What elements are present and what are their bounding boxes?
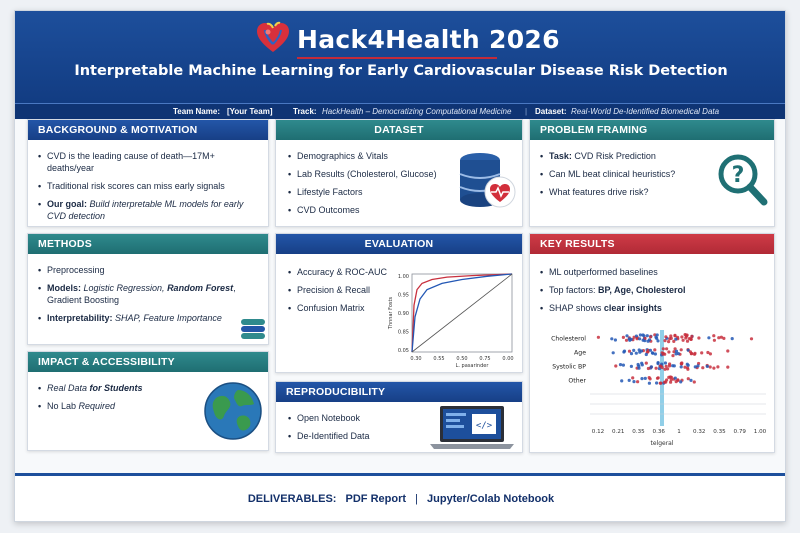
shap-point — [644, 377, 647, 380]
shap-feature-label: Age — [574, 349, 586, 357]
shap-point — [620, 379, 623, 382]
team-label: Team Name: — [173, 107, 220, 116]
shap-point — [671, 364, 674, 367]
problem-item: • Can ML beat clinical heuristics? — [540, 168, 700, 180]
shap-point — [628, 337, 631, 340]
shap-point — [680, 335, 683, 338]
shap-feature-label: Cholesterol — [551, 335, 586, 343]
dataset-panel — [275, 119, 523, 227]
shap-point — [669, 381, 672, 384]
dataset-item: • Lifestyle Factors — [288, 186, 458, 198]
shap-feature-label: Systolic BP — [552, 363, 586, 371]
shap-point — [673, 334, 676, 337]
results-item: • ML outperformed baselines — [540, 266, 766, 278]
impact-heading: IMPACT & ACCESSIBILITY — [28, 352, 268, 372]
shap-point — [716, 365, 719, 368]
results-panel — [529, 233, 775, 453]
shap-point — [650, 365, 653, 368]
shap-x-tick-label: 1.00 — [753, 429, 767, 435]
deliverables-bar — [15, 473, 786, 522]
track-value: HackHealth – Democratizing Computational Medicine — [322, 107, 512, 116]
magnifier-question-icon — [716, 152, 770, 208]
database-heart-icon — [456, 150, 518, 214]
shap-point — [750, 337, 753, 340]
shap-point — [648, 376, 651, 379]
svg-text:</>: </> — [475, 421, 493, 431]
shap-point — [712, 367, 715, 370]
shap-point — [665, 365, 668, 368]
shap-x-tick-label: 0.35 — [632, 429, 645, 435]
shap-point — [657, 361, 660, 364]
roc-curve-chart — [382, 270, 522, 370]
shap-point — [632, 380, 635, 383]
impact-item: • Real Data for Students — [38, 382, 198, 394]
shap-point — [687, 377, 690, 380]
shap-point — [645, 362, 648, 365]
shap-x-tick-label: 0.32 — [693, 429, 706, 435]
shap-point — [655, 367, 658, 370]
shap-point — [628, 379, 631, 382]
shap-point — [696, 364, 699, 367]
svg-text:?: ? — [731, 163, 745, 188]
problem-item: • Task: CVD Risk Prediction — [540, 150, 700, 162]
shap-point — [654, 352, 657, 355]
shap-point — [646, 334, 649, 337]
shap-point — [640, 362, 643, 365]
dataset-item: • Lab Results (Cholesterol, Glucose) — [288, 168, 458, 180]
dataset-value: Real-World De-Identified Biomedical Data — [571, 107, 720, 116]
shap-point — [693, 380, 696, 383]
shap-point — [637, 367, 640, 370]
evaluation-panel — [275, 233, 523, 373]
shap-point — [675, 352, 678, 355]
shap-point — [669, 334, 672, 337]
dataset-heading: DATASET — [276, 120, 522, 140]
roc-x-tick-label: 0.30 — [410, 356, 422, 362]
evaluation-item: • Precision & Recall — [288, 284, 398, 296]
roc-x-axis-label: L. pasarinder — [455, 363, 489, 369]
shap-point — [638, 348, 641, 351]
shap-point — [642, 339, 645, 342]
shap-point — [661, 353, 664, 356]
shap-point — [667, 340, 670, 343]
background-item: • Our goal: Build interpretable ML models for early CVD detection — [38, 198, 264, 222]
shap-point — [630, 365, 633, 368]
roc-x-tick-label: 0.00 — [502, 356, 514, 362]
shap-point — [656, 377, 659, 380]
roc-x-tick-label: 0.55 — [433, 356, 445, 362]
shap-point — [668, 362, 671, 365]
page-title: Hack4Health 2026 — [297, 25, 560, 54]
shap-point — [659, 382, 662, 385]
roc-y-tick-label: 0.05 — [397, 348, 409, 354]
laptop-code-icon — [424, 404, 520, 450]
shap-point — [689, 337, 692, 340]
reproducibility-heading: REPRODUCIBILITY — [276, 382, 522, 402]
shap-point — [672, 340, 675, 343]
roc-y-axis-label: Thnnar Fosts — [388, 296, 394, 330]
results-heading: KEY RESULTS — [530, 234, 774, 254]
shap-point — [654, 336, 657, 339]
shap-x-tick-label: 0.36 — [652, 429, 665, 435]
deliverables-label: DELIVERABLES: — [247, 493, 337, 505]
shap-point — [686, 334, 689, 337]
shap-point — [669, 375, 672, 378]
shap-point — [597, 336, 600, 339]
roc-y-tick-label: 1.00 — [397, 274, 409, 280]
shap-point — [671, 354, 674, 357]
background-item: • CVD is the leading cause of death—17M+ deaths/year — [38, 150, 264, 174]
shap-point — [630, 352, 633, 355]
roc-y-tick-label: 0.95 — [397, 292, 409, 299]
shap-point — [706, 365, 709, 368]
shap-point — [625, 334, 628, 337]
shap-point — [693, 352, 696, 355]
shap-point — [648, 338, 651, 341]
shap-point — [701, 366, 704, 369]
shap-point — [726, 349, 729, 352]
shap-point — [700, 351, 703, 354]
shap-point — [680, 365, 683, 368]
roc-x-tick-label: 0.50 — [456, 356, 468, 362]
shap-point — [614, 338, 617, 341]
shap-point — [683, 366, 686, 369]
shap-point — [625, 339, 628, 342]
header — [15, 11, 786, 103]
shap-point — [682, 339, 685, 342]
evaluation-item: • Accuracy & ROC-AUC — [288, 266, 398, 278]
shap-point — [676, 379, 679, 382]
shap-point — [655, 381, 658, 384]
shap-point — [680, 348, 683, 351]
shap-point — [686, 368, 689, 371]
deliverable-item: PDF Report — [345, 493, 407, 505]
shap-point — [665, 347, 668, 350]
shap-point — [648, 382, 651, 385]
shap-point — [646, 350, 649, 353]
shap-point — [697, 336, 700, 339]
shap-point — [622, 364, 625, 367]
shap-point — [619, 363, 622, 366]
shap-x-tick-label: 0.79 — [733, 429, 746, 435]
shap-point — [706, 351, 709, 354]
team-bar — [15, 103, 786, 119]
background-item: • Traditional risk scores can miss early signals — [38, 180, 264, 192]
shap-summary-chart — [534, 326, 772, 450]
methods-panel — [27, 233, 269, 345]
background-panel — [27, 119, 269, 227]
shap-x-tick-label: 0.21 — [612, 429, 625, 435]
impact-item: • No Lab Required — [38, 400, 198, 412]
deliverables-text — [15, 493, 786, 505]
methods-item: • Models: Logistic Regression, Random Forest, Gradient Boosting — [38, 282, 264, 306]
shap-point — [664, 335, 667, 338]
shap-point — [662, 347, 665, 350]
methods-item: • Interpretability: SHAP, Feature Importance — [38, 312, 264, 324]
shap-point — [610, 337, 613, 340]
reproducibility-panel — [275, 381, 523, 453]
globe-icon — [202, 380, 264, 442]
shap-point — [649, 335, 652, 338]
shap-x-axis-label: telgeral — [650, 440, 674, 447]
reproducibility-item: • De-Identified Data — [288, 430, 418, 442]
poster — [14, 10, 786, 522]
shap-point — [638, 337, 641, 340]
shap-point — [623, 350, 626, 353]
shap-point — [614, 364, 617, 367]
deliverables-separator: | — [415, 493, 418, 505]
shap-point — [636, 380, 639, 383]
page-subtitle: Interpretable Machine Learning for Early Cardiovascular Disease Risk Detection — [74, 63, 728, 79]
reproducibility-item: • Open Notebook — [288, 412, 418, 424]
shap-point — [663, 368, 666, 371]
problem-panel — [529, 119, 775, 227]
shap-point — [640, 377, 643, 380]
data-stack-icon — [240, 318, 266, 340]
team-value: [Your Team] — [227, 107, 273, 116]
shap-point — [664, 361, 667, 364]
background-heading: BACKGROUND & MOTIVATION — [28, 120, 268, 140]
shap-point — [667, 350, 670, 353]
shap-point — [679, 380, 682, 383]
roc-y-tick-label: 0.85 — [397, 329, 409, 336]
track-separator: | — [525, 107, 528, 116]
evaluation-item: • Confusion Matrix — [288, 302, 398, 314]
track-label: Track: — [293, 107, 317, 116]
shap-point — [659, 365, 662, 368]
shap-x-tick-label: 0.12 — [591, 429, 605, 435]
shap-point — [689, 379, 692, 382]
shap-point — [686, 363, 689, 366]
shap-point — [645, 353, 648, 356]
shap-point — [632, 349, 635, 352]
shap-point — [689, 350, 692, 353]
dataset-item: • CVD Outcomes — [288, 204, 458, 216]
roc-y-tick-label: 0.90 — [397, 311, 409, 317]
methods-heading: METHODS — [28, 234, 268, 254]
shap-point — [712, 334, 715, 337]
dataset-label: Dataset: — [535, 107, 567, 116]
shap-point — [717, 336, 720, 339]
impact-panel — [27, 351, 269, 451]
shap-point — [651, 351, 654, 354]
shap-point — [622, 336, 625, 339]
shap-point — [731, 337, 734, 340]
shap-point — [647, 367, 650, 370]
shap-point — [707, 336, 710, 339]
shap-x-tick-label: 0.35 — [713, 429, 726, 435]
title-underline — [297, 57, 497, 59]
problem-heading: PROBLEM FRAMING — [530, 120, 774, 140]
results-item: • SHAP shows clear insights — [540, 302, 766, 314]
deliverable-item: Jupyter/Colab Notebook — [427, 493, 555, 505]
shap-point — [612, 351, 615, 354]
shap-point — [635, 352, 638, 355]
shap-feature-label: Other — [568, 377, 586, 385]
shap-point — [631, 376, 634, 379]
shap-point — [713, 339, 716, 342]
shap-point — [680, 362, 683, 365]
shap-point — [653, 348, 656, 351]
shap-point — [686, 340, 689, 343]
shap-point — [726, 366, 729, 369]
results-item: • Top factors: BP, Age, Cholesterol — [540, 284, 766, 296]
shap-x-tick-label: 1 — [677, 429, 681, 435]
shap-point — [709, 365, 712, 368]
shap-point — [665, 378, 668, 381]
problem-item: • What features drive risk? — [540, 186, 700, 198]
methods-item: • Preprocessing — [38, 264, 264, 276]
shap-point — [674, 377, 677, 380]
roc-x-tick-label: 0.75 — [479, 356, 491, 362]
anatomical-heart-icon — [255, 21, 291, 55]
dataset-item: • Demographics & Vitals — [288, 150, 458, 162]
evaluation-heading: EVALUATION — [276, 234, 522, 254]
